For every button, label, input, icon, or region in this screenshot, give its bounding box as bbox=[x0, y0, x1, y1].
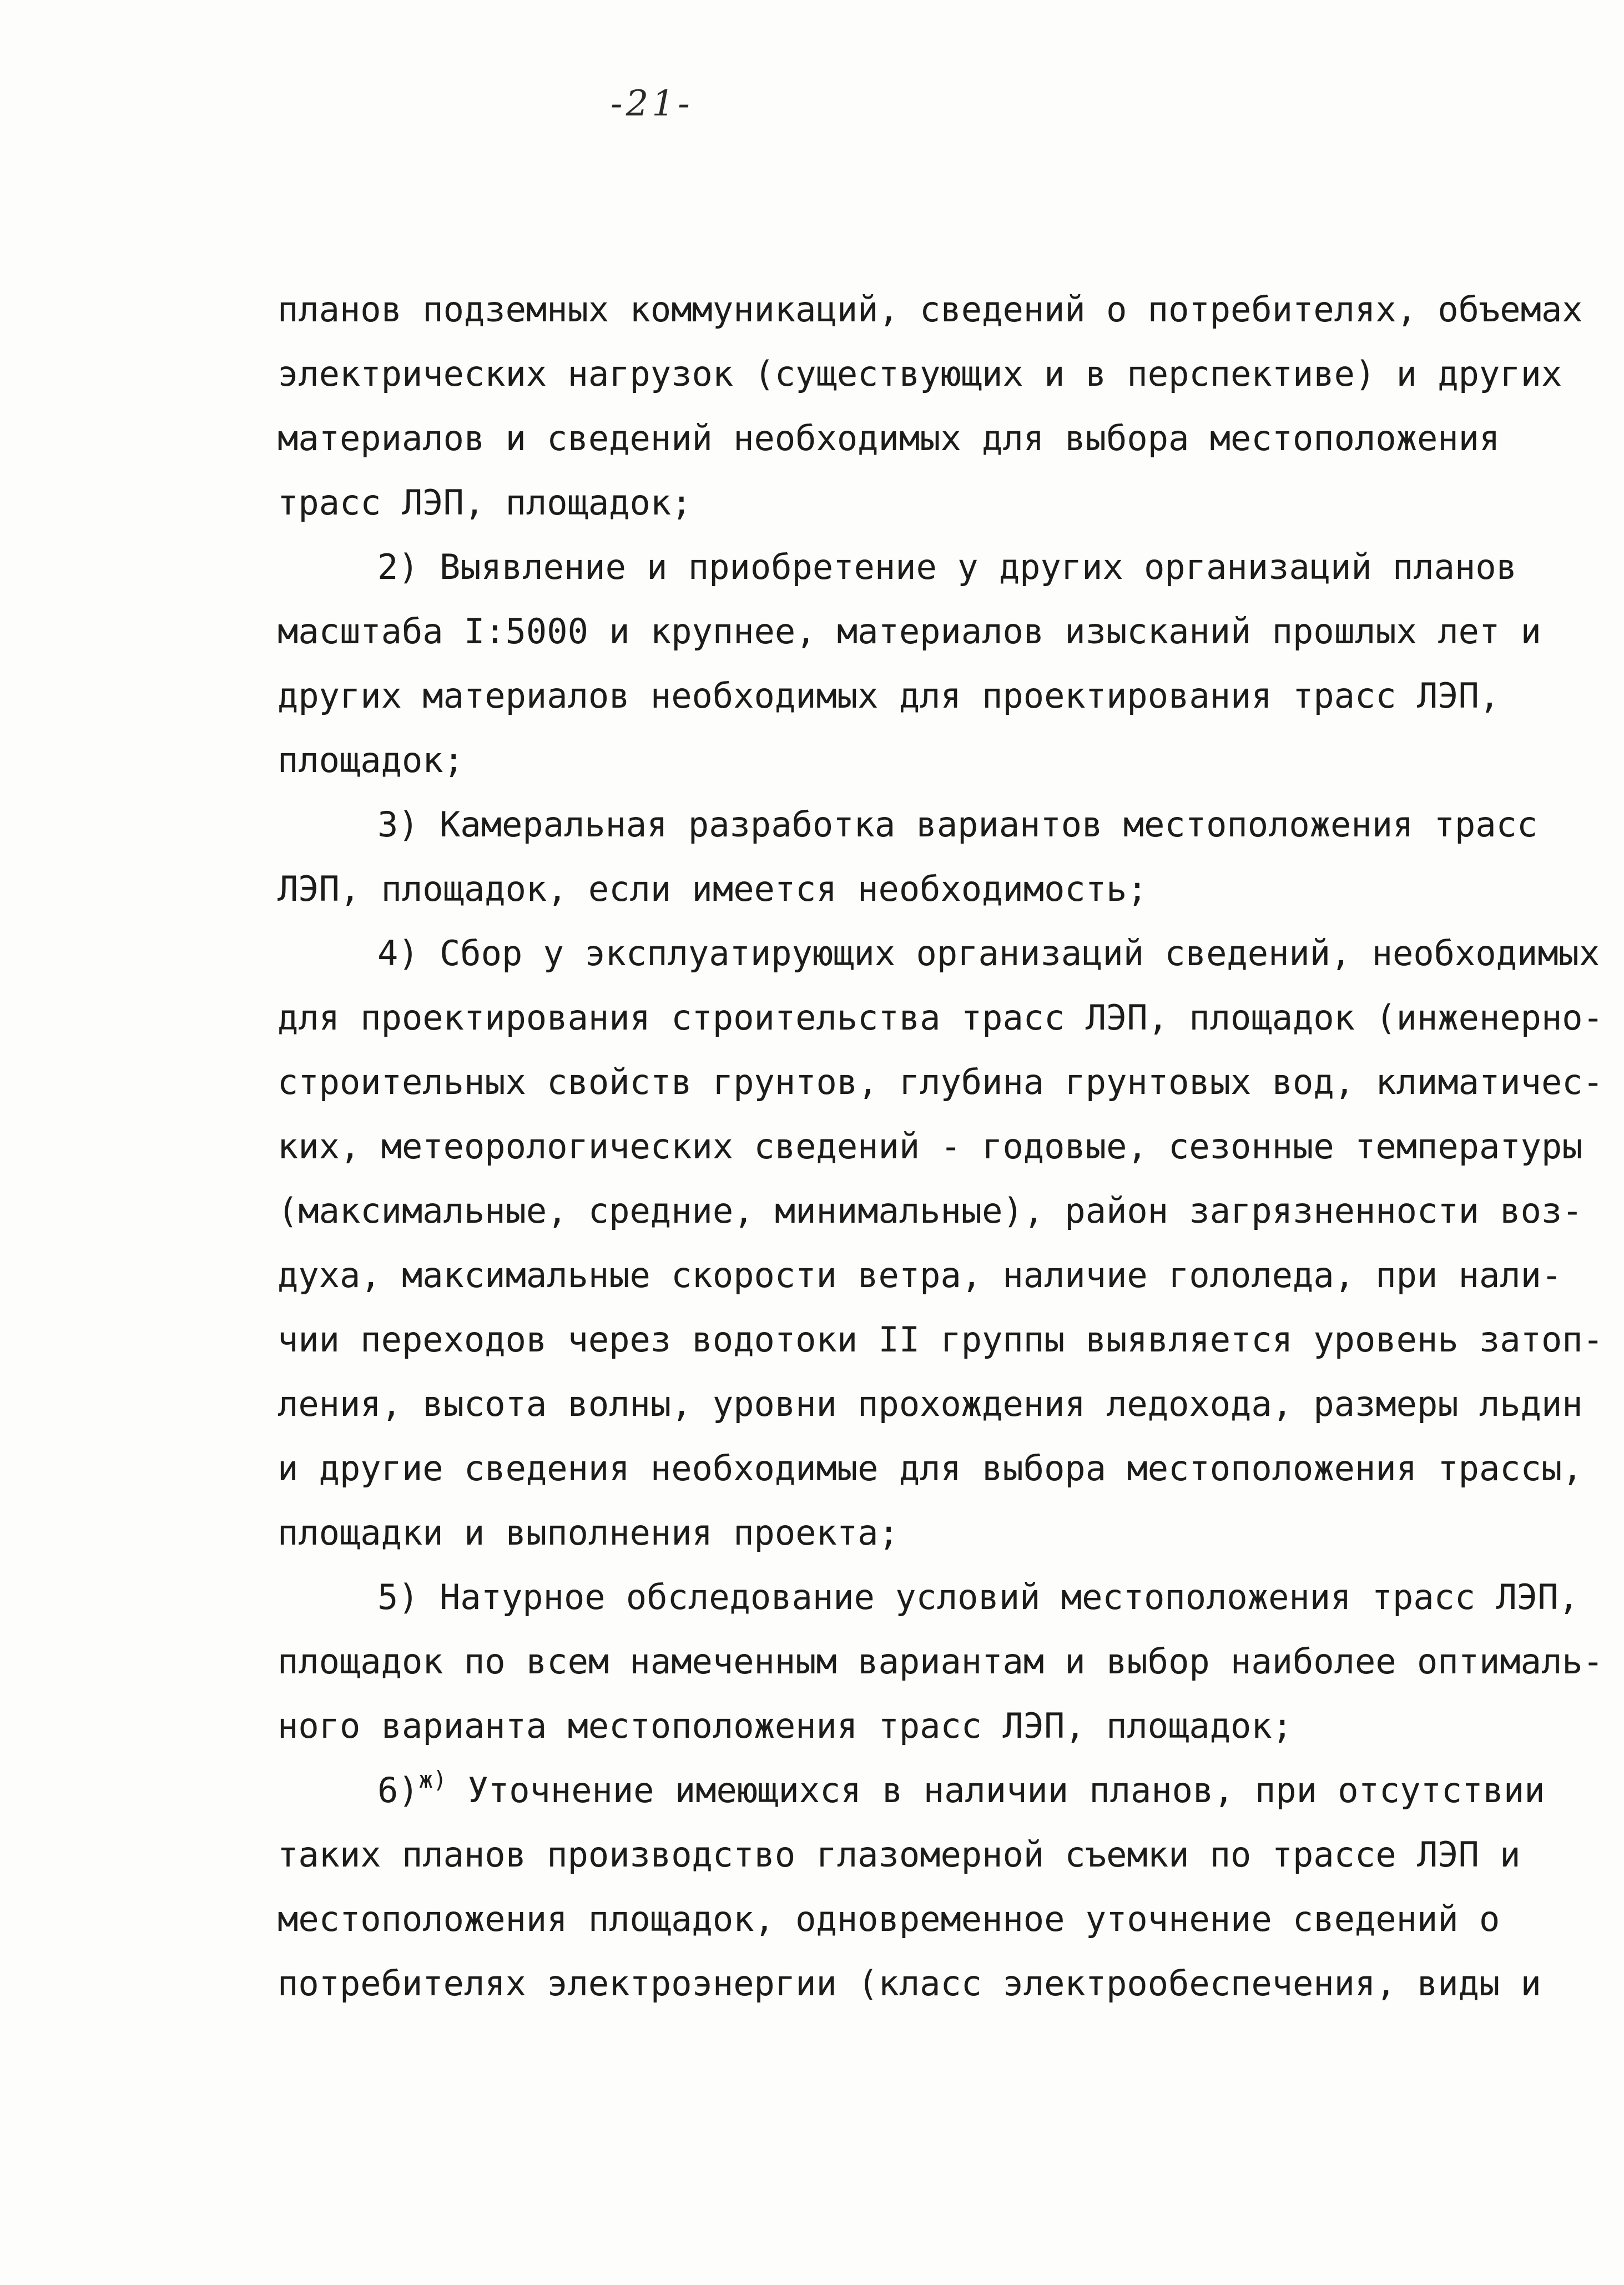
text-line: потребителях электроэнергии (класс электрообеспечения, виды и bbox=[278, 1963, 1541, 2004]
list-item-text: Уточнение имеющихся в наличии планов, при отсутствии bbox=[447, 1770, 1545, 1810]
list-item-number: 6) bbox=[377, 1770, 419, 1810]
text-line: планов подземных коммуникаций, сведений о потребителях, объемах bbox=[278, 289, 1583, 330]
text-line: материалов и сведений необходимых для выбора местоположения bbox=[278, 418, 1500, 458]
text-line: строительных свойств грунтов, глубина грунтовых вод, климатичес- bbox=[278, 1062, 1603, 1102]
list-item-3-line: 3) Камеральная разработка вариантов местоположения трасс bbox=[377, 804, 1538, 845]
body-text bbox=[278, 278, 1603, 2016]
footnote-mark: ж) bbox=[418, 1766, 447, 1793]
text-line: масштаба I:5000 и крупнее, материалов изысканий прошлых лет и bbox=[278, 611, 1541, 652]
text-line: чии переходов через водотоки II группы выявляется уровень затоп- bbox=[278, 1319, 1603, 1360]
text-line: ЛЭП, площадок, если имеется необходимость; bbox=[278, 869, 1148, 909]
list-item-6-line bbox=[278, 1758, 1598, 1823]
text-line: ления, высота волны, уровни прохождения ледохода, размеры льдин bbox=[278, 1384, 1583, 1424]
list-item-5-line: 5) Натурное обследование условий местоположения трасс ЛЭП, bbox=[377, 1577, 1579, 1617]
page-number: -21- bbox=[611, 83, 693, 124]
text-line: для проектирования строительства трасс ЛЭП, площадок (инженерно- bbox=[278, 997, 1603, 1038]
text-line: ного варианта местоположения трасс ЛЭП, площадок; bbox=[278, 1706, 1293, 1746]
text-line: электрических нагрузок (существующих и в перспективе) и других bbox=[278, 354, 1562, 394]
text-line: площадок по всем намеченным вариантам и выбор наиболее оптималь- bbox=[278, 1641, 1603, 1682]
text-line: и другие сведения необходимые для выбора местоположения трассы, bbox=[278, 1448, 1583, 1489]
text-line: ких, метеорологических сведений - годовые, сезонные температуры bbox=[278, 1126, 1583, 1167]
text-line: местоположения площадок, одновременное уточнение сведений о bbox=[278, 1899, 1500, 1939]
text-line: других материалов необходимых для проектирования трасс ЛЭП, bbox=[278, 675, 1500, 716]
text-line: трасс ЛЭП, площадок; bbox=[278, 482, 692, 523]
text-line: духа, максимальные скорости ветра, наличие гололеда, при нали- bbox=[278, 1255, 1562, 1295]
text-line: (максимальные, средние, минимальные), район загрязненности воз- bbox=[278, 1191, 1583, 1231]
list-item-2-line: 2) Выявление и приобретение у других организаций планов bbox=[377, 547, 1517, 587]
list-item-4-line: 4) Сбор у эксплуатирующих организаций сведений, необходимых bbox=[377, 933, 1600, 973]
text-line: площадок; bbox=[278, 740, 464, 780]
text-line: таких планов производство глазомерной съемки по трассе ЛЭП и bbox=[278, 1834, 1521, 1875]
text-line: площадки и выполнения проекта; bbox=[278, 1512, 899, 1553]
